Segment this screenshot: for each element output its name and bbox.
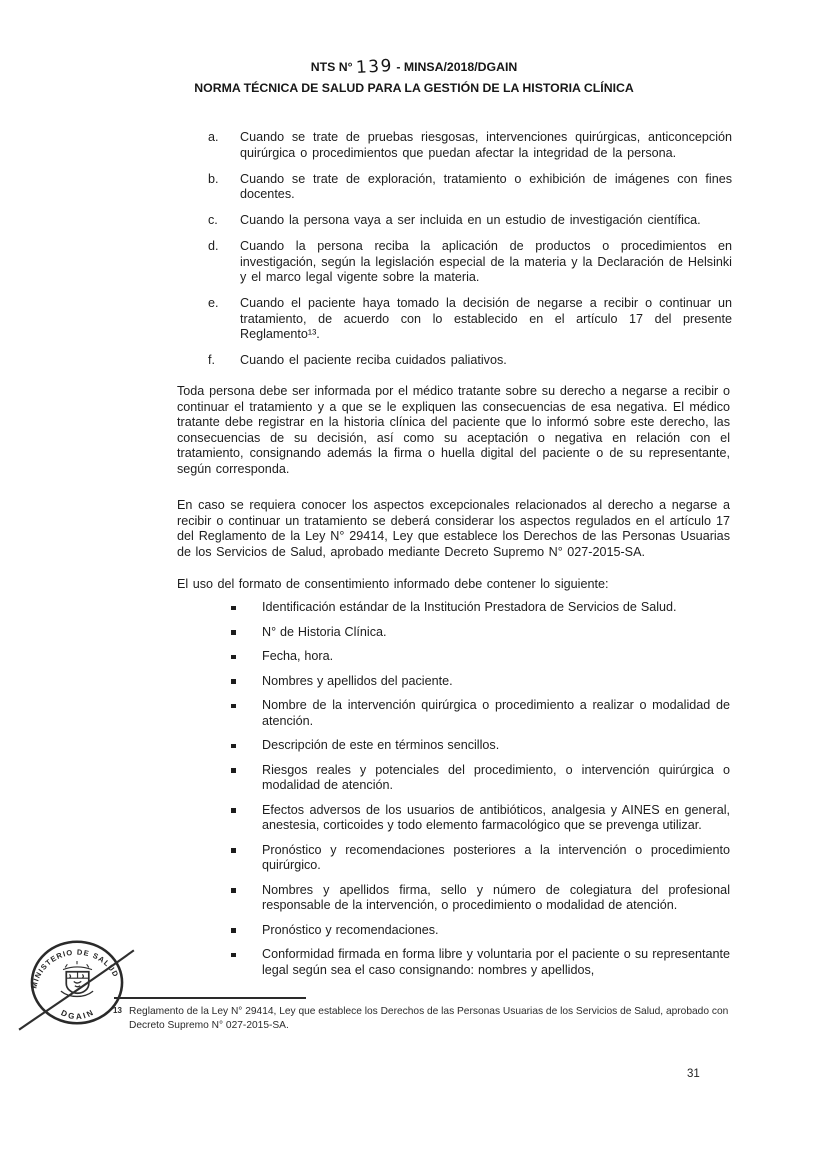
bullet-item-text: Pronóstico y recomendaciones. (262, 922, 439, 937)
list-item-text: Cuando la persona reciba la aplicación de productos o procedimientos en investigación, según la legislación especial de la materia y la Declaración de Helsinki y el marco legal vigente sobre la materia. (240, 239, 732, 284)
doc-number-line (0, 56, 828, 78)
bullet-item (231, 923, 730, 939)
bullet-item-text: Identificación estándar de la Institución Prestadora de Servicios de Salud. (262, 600, 677, 614)
bullet-marker (231, 768, 236, 773)
handwritten-number: 139 (355, 56, 394, 78)
bullet-item (231, 738, 730, 754)
list-item-text: Cuando el paciente haya tomado la decisión de negarse a recibir o continuar un tratamiento, de acuerdo con lo establecido en el artículo 17 del presente Reglamento¹³. (240, 296, 732, 341)
bullet-item-text: Fecha, hora. (262, 649, 334, 663)
bullet-list (231, 600, 730, 987)
bullet-item (231, 649, 730, 665)
bullet-marker (231, 679, 236, 684)
bullet-marker (231, 704, 236, 709)
list-item-marker: a. (208, 130, 219, 144)
bullet-item (231, 698, 730, 729)
list-item-text: Cuando se trate de exploración, tratamiento o exhibición de imágenes con fines docentes. (240, 171, 732, 201)
bullet-marker (231, 655, 236, 660)
page-header (0, 56, 828, 99)
bullet-item (231, 883, 730, 914)
footnote (112, 1005, 742, 1033)
footnote-marker: 13 (113, 1006, 122, 1015)
footnote-text: Reglamento de la Ley N° 29414, Ley que establece los Derechos de las Personas Usuarias de los Servicios de Salud, aprobado con Decreto Supremo N° 027-2015-SA. (129, 1006, 729, 1031)
list-item-text: Cuando la persona vaya a ser incluida en un estudio de investigación científica. (240, 213, 701, 227)
bullet-marker (231, 630, 236, 635)
bullet-item-text: Riesgos reales y potenciales del procedimiento, o intervención quirúrgica o modalidad de atención. (262, 762, 730, 792)
bullet-item (231, 947, 730, 978)
svg-text:DGAIN (60, 1007, 97, 1021)
bullet-item-text: Descripción de este en términos sencillos. (262, 738, 500, 752)
bullet-item-text: Nombre de la intervención quirúrgica o procedimiento a realizar o modalidad de atención. (262, 698, 730, 728)
page-number: 31 (687, 1068, 700, 1080)
paragraph-aspectos-excepcionales: En caso se requiera conocer los aspectos excepcionales relacionados al derecho a negarse a recibir o continuar un tratamiento se deberá considerar los aspectos regulados en el artículo 17 del Reglamento de la Ley N° 29414, Ley que establece los Derechos de las Personas Usuarias de los Servicios de Salud, aprobado mediante Decreto Supremo N° 027-2015-SA. (177, 498, 730, 559)
bullet-item-text: Nombres y apellidos firma, sello y número de colegiatura del profesional responsable de la intervención, o procedimiento o modalidad de atención. (262, 882, 730, 912)
list-item (208, 296, 732, 343)
list-item-marker: b. (208, 171, 219, 186)
bullet-item-text: Conformidad firmada en forma libre y voluntaria por el paciente o su representante legal según sea el caso consignando: nombres y apellidos, (262, 947, 730, 977)
paragraph-formato-consentimiento: El uso del formato de consentimiento informado debe contener lo siguiente: (177, 577, 609, 591)
bullet-item (231, 763, 730, 794)
bullet-item (231, 674, 730, 690)
list-item-text: Cuando se trate de pruebas riesgosas, intervenciones quirúrgicas, anticoncepción quirúrgica o procedimientos que puedan afectar la integridad de la persona. (240, 130, 732, 160)
doc-title: NORMA TÉCNICA DE SALUD PARA LA GESTIÓN DE LA HISTORIA CLÍNICA (194, 81, 634, 95)
list-item-marker: e. (208, 296, 219, 310)
list-item (208, 172, 732, 203)
bullet-marker (231, 888, 236, 893)
doc-number-prefix: NTS N° (310, 60, 356, 74)
bullet-item-text: Pronóstico y recomendaciones posteriores a la intervención o procedimiento quirúrgico. (262, 842, 730, 872)
list-item-marker: c. (208, 213, 218, 227)
list-item (208, 213, 732, 229)
list-item-text: Cuando el paciente reciba cuidados paliativos. (240, 353, 507, 367)
bullet-item (231, 843, 730, 874)
bullet-item-text: Nombres y apellidos del paciente. (262, 673, 453, 688)
bullet-item (231, 625, 730, 641)
seal-ring-text-top: MINISTERIO DE SALUD (29, 947, 121, 990)
bullet-marker (231, 808, 236, 813)
list-item (208, 239, 732, 286)
bullet-marker (231, 606, 236, 611)
bullet-marker (231, 744, 236, 749)
bullet-marker (231, 848, 236, 853)
bullet-marker (231, 953, 236, 958)
bullet-item (231, 803, 730, 834)
list-item (208, 130, 732, 161)
bullet-item-text: N° de Historia Clínica. (262, 624, 387, 639)
bullet-marker (231, 928, 236, 933)
lettered-list (208, 130, 732, 379)
bullet-item (231, 600, 730, 616)
list-item-marker: f. (208, 353, 215, 367)
doc-number-suffix: - MINSA/2018/DGAIN (392, 60, 518, 74)
seal-ring-text-bottom: DGAIN (59, 1007, 97, 1022)
bullet-item-text: Efectos adversos de los usuarios de antibióticos, analgesia y AINES en general, anestesia, corticoides y todo elemento farmacológico que se prevenga utilizar. (262, 802, 730, 832)
list-item (208, 353, 732, 369)
footnote-rule (114, 997, 306, 999)
paragraph-derecho-negarse: Toda persona debe ser informada por el médico tratante sobre su derecho a negarse a recibir o continuar el tratamiento y a que se le expliquen las consecuencias de esa negativa. El médico tratante debe registrar en la historia clínica del paciente que lo informó sobre este derecho, las consecuencias de su decisión, así como su aceptación o negativa en relación con el tratamiento, consignando además la firma o huella digital del paciente o de su representante, según corresponda. (177, 384, 730, 476)
list-item-marker: d. (208, 239, 219, 253)
